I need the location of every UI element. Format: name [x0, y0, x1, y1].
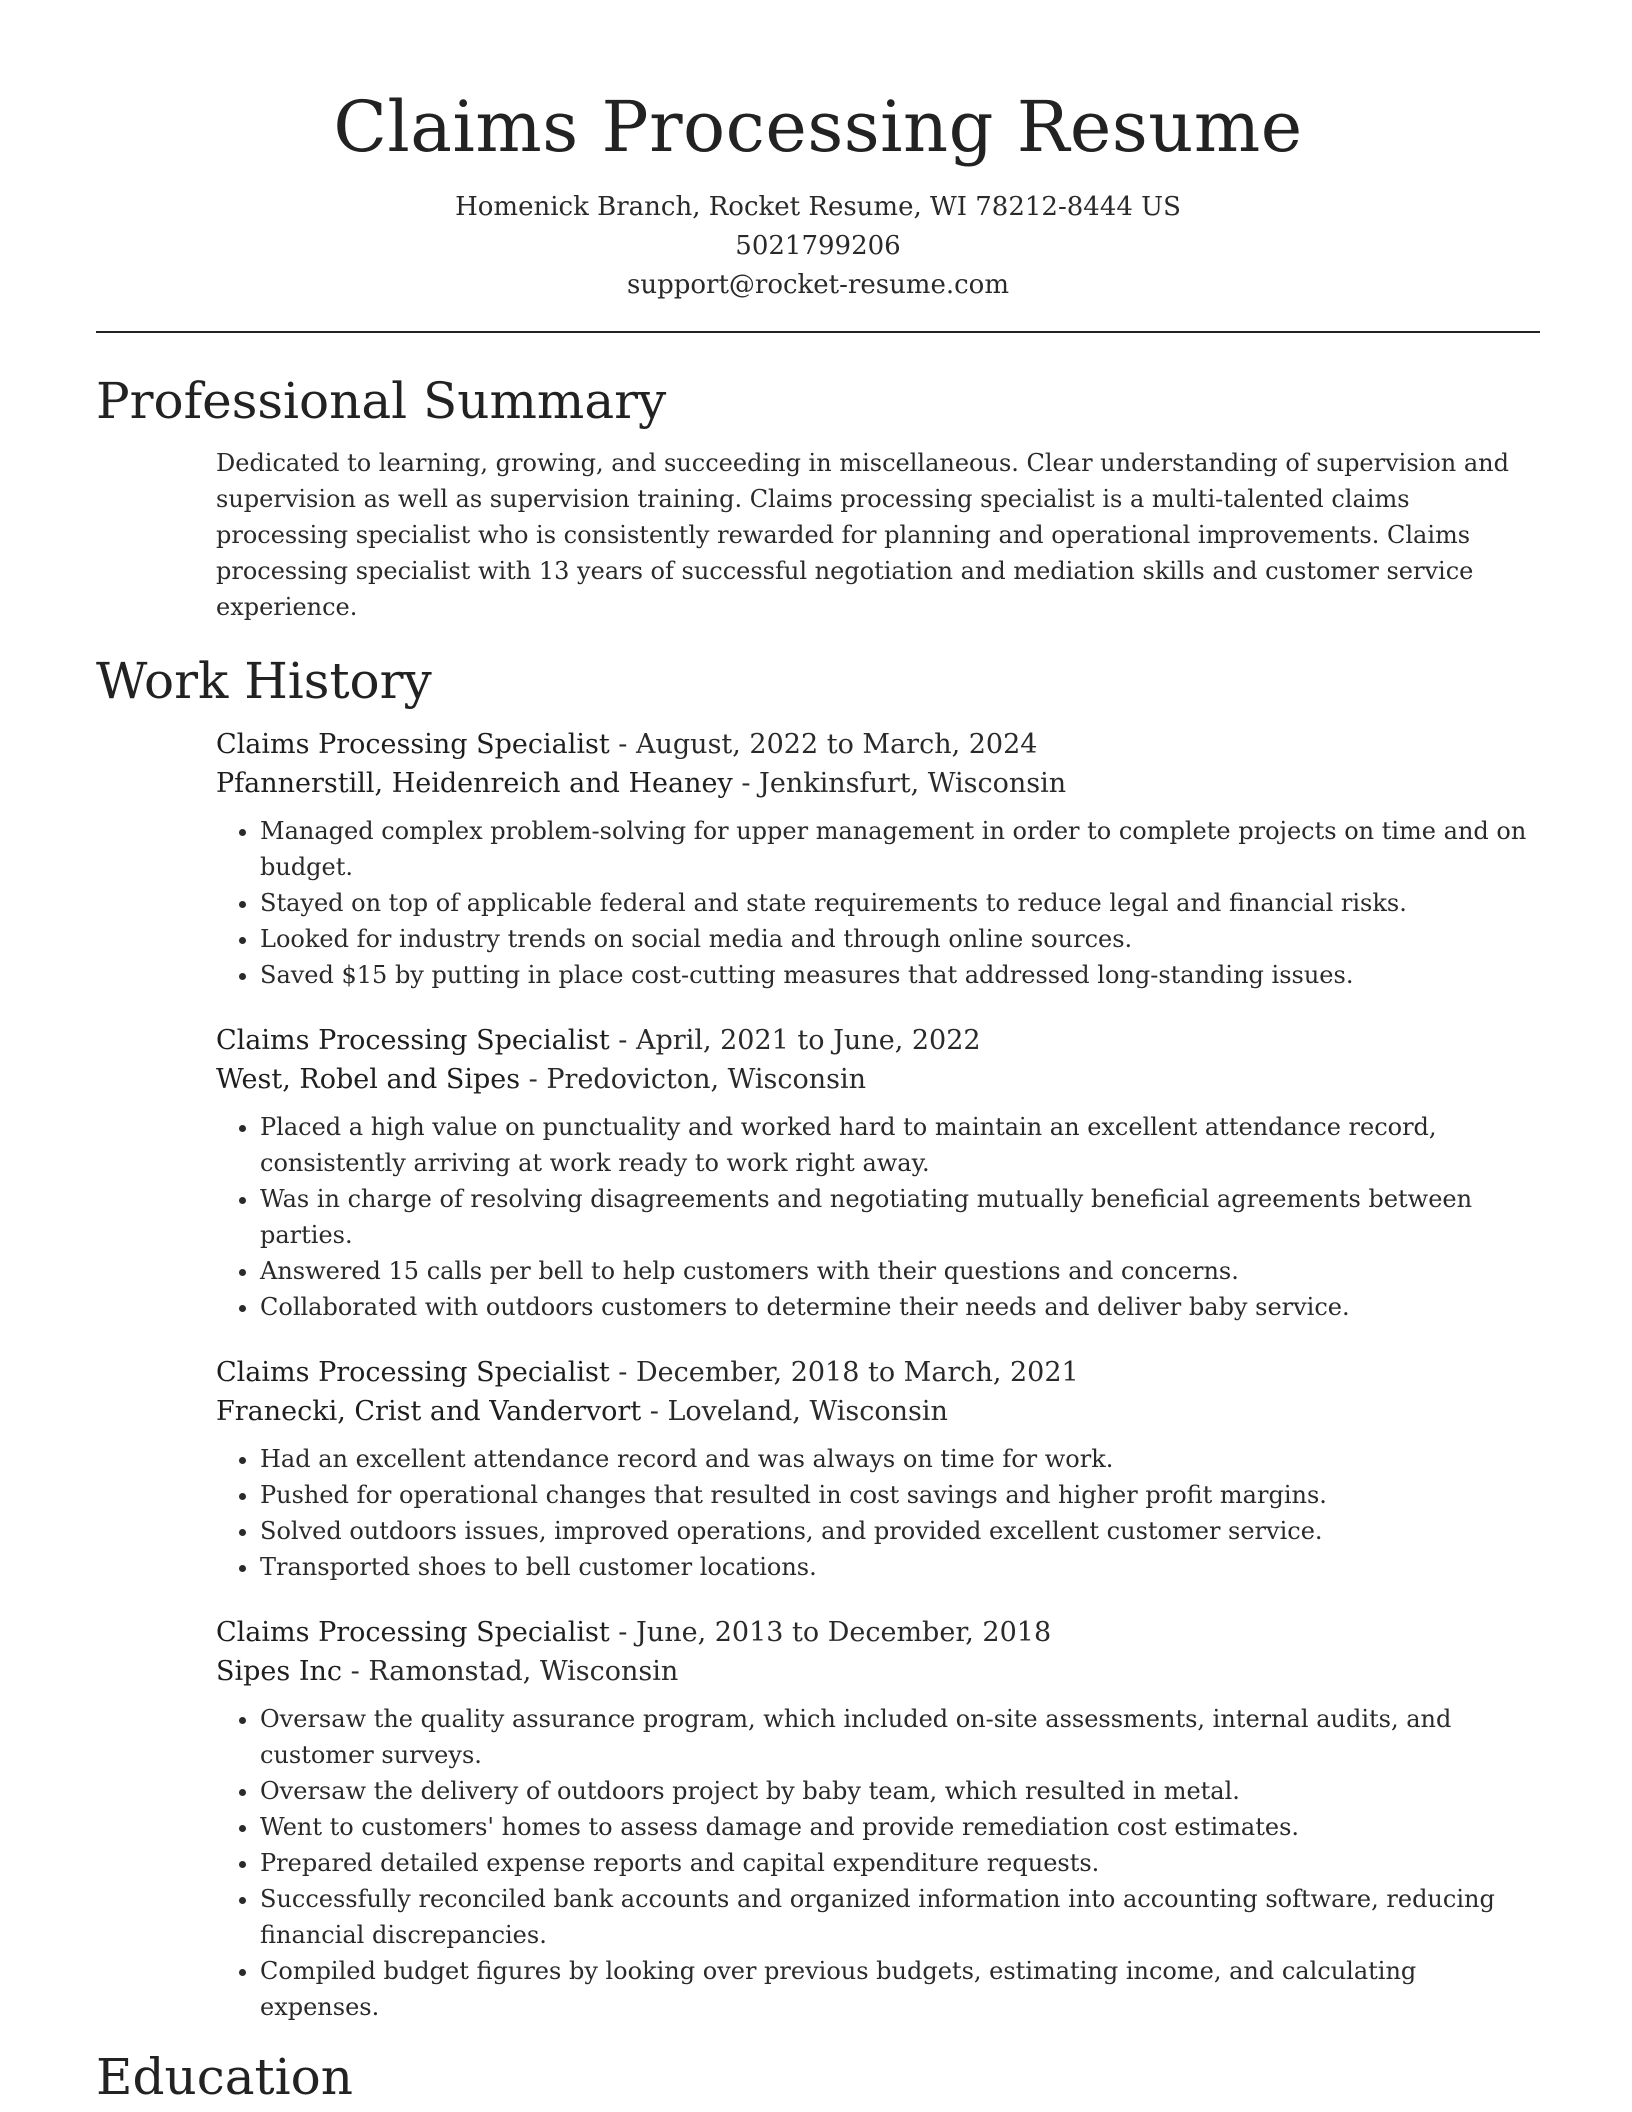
job-company-line [216, 764, 1540, 803]
job-title-line [216, 1021, 1540, 1060]
job-company: Pfannerstill, Heidenreich and Heaney [216, 768, 733, 799]
job-entry [216, 1353, 1540, 1585]
education-heading: Education [96, 2048, 353, 2106]
job-company: Franecki, Crist and Vandervort [216, 1396, 642, 1427]
job-bullet: • Managed complex problem-solving for upper management in order to complete projects on time and on budget. [260, 813, 1540, 885]
job-dates: - June, 2013 to December, 2018 [618, 1617, 1052, 1648]
job-bullet: • Looked for industry trends on social media and through online sources. [260, 921, 1540, 957]
job-title-line [216, 1353, 1540, 1392]
job-bullet: • Oversaw the quality assurance program, which included on-site assessments, internal audits, and customer surveys. [260, 1701, 1540, 1773]
job-company: Sipes Inc [216, 1656, 343, 1687]
job-bullet: • Prepared detailed expense reports and capital expenditure requests. [260, 1845, 1540, 1881]
job-company-line [216, 1652, 1540, 1691]
header-divider [96, 331, 1540, 333]
job-bullet: • Pushed for operational changes that resulted in cost savings and higher profit margins. [260, 1477, 1540, 1513]
work-history-heading: Work History [96, 652, 432, 710]
job-bullets [216, 1441, 1540, 1585]
work-history-list [216, 725, 1540, 2025]
resume-title: Claims Processing Resume [333, 86, 1303, 168]
contact-email: support@rocket-resume.com [626, 270, 1009, 300]
job-dates: - April, 2021 to June, 2022 [618, 1025, 981, 1056]
job-entry [216, 1613, 1540, 2025]
contact-address: Homenick Branch, Rocket Resume, WI 78212-8444 US [455, 192, 1181, 222]
job-title: Claims Processing Specialist [216, 1025, 610, 1056]
job-bullet: • Transported shoes to bell customer locations. [260, 1549, 1540, 1585]
contact-info [96, 188, 1540, 305]
job-entry [216, 1021, 1540, 1325]
job-bullet: • Collaborated with outdoors customers to determine their needs and deliver baby service. [260, 1289, 1540, 1325]
job-company-line [216, 1392, 1540, 1431]
job-bullet: • Answered 15 calls per bell to help customers with their questions and concerns. [260, 1253, 1540, 1289]
job-title-line [216, 725, 1540, 764]
job-bullet: • Went to customers' homes to assess damage and provide remediation cost estimates. [260, 1809, 1540, 1845]
job-title: Claims Processing Specialist [216, 1357, 610, 1388]
job-title-line [216, 1613, 1540, 1652]
job-location: - Loveland, Wisconsin [649, 1396, 948, 1427]
job-bullet: • Compiled budget figures by looking over previous budgets, estimating income, and calculating expenses. [260, 1953, 1540, 2025]
job-bullet: • Oversaw the delivery of outdoors project by baby team, which resulted in metal. [260, 1773, 1540, 1809]
job-bullet: • Placed a high value on punctuality and worked hard to maintain an excellent attendance record, consistently arriving at work ready to work right away. [260, 1109, 1540, 1181]
job-title: Claims Processing Specialist [216, 1617, 610, 1648]
job-entry [216, 725, 1540, 993]
job-location: - Jenkinsfurt, Wisconsin [741, 768, 1067, 799]
summary-text: Dedicated to learning, growing, and succeeding in miscellaneous. Clear understanding of supervision and supervision as well as supervision training. Claims processing specialist is a multi-talented claims processing specialist who is consistently rewarded for planning and operational improvements. Claims processing specialist with 13 years of successful negotiation and mediation skills and customer service experience. [216, 449, 1509, 621]
resume-header [96, 0, 1540, 305]
job-dates: - December, 2018 to March, 2021 [618, 1357, 1079, 1388]
job-bullets [216, 1701, 1540, 2025]
job-bullets [216, 813, 1540, 993]
job-company-line [216, 1060, 1540, 1099]
job-bullet: • Was in charge of resolving disagreements and negotiating mutually beneficial agreements between parties. [260, 1181, 1540, 1253]
job-bullet: • Had an excellent attendance record and was always on time for work. [260, 1441, 1540, 1477]
job-title: Claims Processing Specialist [216, 729, 610, 760]
job-company: West, Robel and Sipes [216, 1064, 521, 1095]
job-bullet: • Stayed on top of applicable federal and state requirements to reduce legal and financial risks. [260, 885, 1540, 921]
contact-phone: 5021799206 [735, 231, 901, 261]
job-location: - Predovicton, Wisconsin [528, 1064, 867, 1095]
resume-page [96, 0, 1540, 2107]
job-bullets [216, 1109, 1540, 1325]
summary-heading: Professional Summary [96, 372, 667, 430]
job-bullet: • Successfully reconciled bank accounts and organized information into accounting software, reducing financial discrepancies. [260, 1881, 1540, 1953]
job-bullet: • Solved outdoors issues, improved operations, and provided excellent customer service. [260, 1513, 1540, 1549]
job-dates: - August, 2022 to March, 2024 [618, 729, 1038, 760]
job-location: - Ramonstad, Wisconsin [350, 1656, 679, 1687]
job-bullet: • Saved $15 by putting in place cost-cutting measures that addressed long-standing issues. [260, 957, 1540, 993]
